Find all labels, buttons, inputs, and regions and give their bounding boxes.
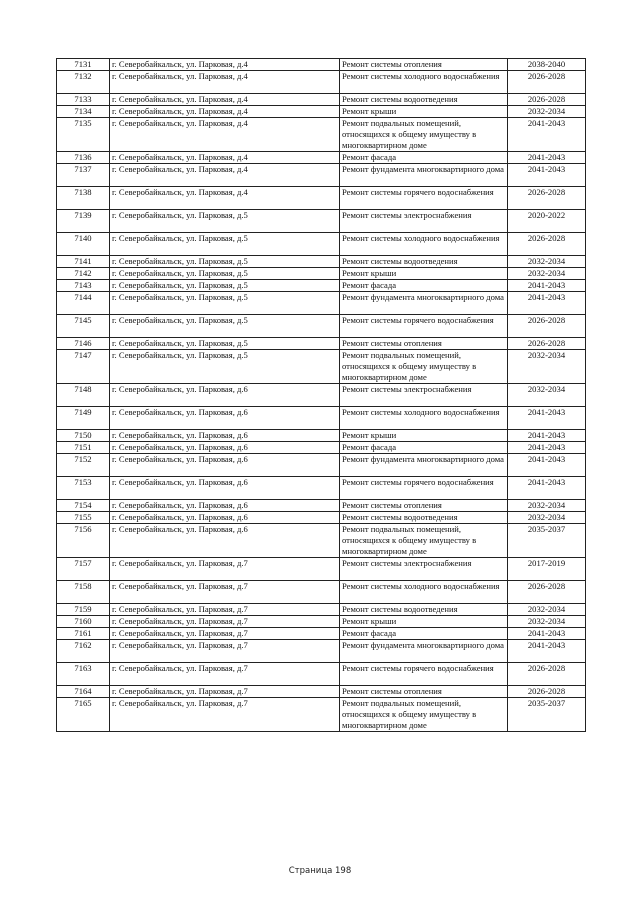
row-address: г. Северобайкальск, ул. Парковая, д.6 bbox=[110, 430, 340, 442]
row-work: Ремонт фасада bbox=[340, 152, 508, 164]
row-period: 2035-2037 bbox=[508, 698, 586, 732]
table-row bbox=[57, 268, 586, 280]
row-period: 2041-2043 bbox=[508, 280, 586, 292]
row-work: Ремонт фасада bbox=[340, 442, 508, 454]
row-period: 2041-2043 bbox=[508, 164, 586, 187]
row-work: Ремонт системы электроснабжения bbox=[340, 210, 508, 233]
row-work: Ремонт крыши bbox=[340, 268, 508, 280]
row-address: г. Северобайкальск, ул. Парковая, д.5 bbox=[110, 256, 340, 268]
row-number: 7141 bbox=[57, 256, 110, 268]
row-address: г. Северобайкальск, ул. Парковая, д.5 bbox=[110, 350, 340, 384]
table-row bbox=[57, 524, 586, 558]
row-number: 7133 bbox=[57, 94, 110, 106]
table-row bbox=[57, 558, 586, 581]
table-row bbox=[57, 477, 586, 500]
row-work: Ремонт подвальных помещений, относящихся к общему имуществу в многоквартирном доме bbox=[340, 350, 508, 384]
row-period: 2041-2043 bbox=[508, 430, 586, 442]
table-row bbox=[57, 350, 586, 384]
row-period: 2026-2028 bbox=[508, 338, 586, 350]
row-period: 2032-2034 bbox=[508, 500, 586, 512]
row-work: Ремонт крыши bbox=[340, 106, 508, 118]
row-address: г. Северобайкальск, ул. Парковая, д.4 bbox=[110, 94, 340, 106]
row-work: Ремонт подвальных помещений, относящихся к общему имуществу в многоквартирном доме bbox=[340, 698, 508, 732]
table-row bbox=[57, 292, 586, 315]
row-number: 7138 bbox=[57, 187, 110, 210]
row-number: 7131 bbox=[57, 59, 110, 71]
row-number: 7152 bbox=[57, 454, 110, 477]
row-number: 7143 bbox=[57, 280, 110, 292]
row-period: 2026-2028 bbox=[508, 315, 586, 338]
row-number: 7148 bbox=[57, 384, 110, 407]
table-row bbox=[57, 315, 586, 338]
row-work: Ремонт подвальных помещений, относящихся к общему имуществу в многоквартирном доме bbox=[340, 118, 508, 152]
table-row bbox=[57, 581, 586, 604]
row-address: г. Северобайкальск, ул. Парковая, д.6 bbox=[110, 454, 340, 477]
row-period: 2041-2043 bbox=[508, 640, 586, 663]
row-number: 7144 bbox=[57, 292, 110, 315]
table-row bbox=[57, 512, 586, 524]
row-work: Ремонт системы отопления bbox=[340, 59, 508, 71]
row-number: 7134 bbox=[57, 106, 110, 118]
row-number: 7163 bbox=[57, 663, 110, 686]
row-work: Ремонт системы холодного водоснабжения bbox=[340, 581, 508, 604]
row-address: г. Северобайкальск, ул. Парковая, д.4 bbox=[110, 187, 340, 210]
row-period: 2026-2028 bbox=[508, 71, 586, 94]
row-number: 7160 bbox=[57, 616, 110, 628]
row-address: г. Северобайкальск, ул. Парковая, д.7 bbox=[110, 640, 340, 663]
row-period: 2032-2034 bbox=[508, 616, 586, 628]
row-period: 2026-2028 bbox=[508, 187, 586, 210]
row-address: г. Северобайкальск, ул. Парковая, д.7 bbox=[110, 698, 340, 732]
row-address: г. Северобайкальск, ул. Парковая, д.6 bbox=[110, 512, 340, 524]
row-address: г. Северобайкальск, ул. Парковая, д.6 bbox=[110, 524, 340, 558]
table-row bbox=[57, 338, 586, 350]
row-period: 2032-2034 bbox=[508, 268, 586, 280]
row-number: 7153 bbox=[57, 477, 110, 500]
table-row bbox=[57, 442, 586, 454]
table-row bbox=[57, 280, 586, 292]
table-row bbox=[57, 210, 586, 233]
row-address: г. Северобайкальск, ул. Парковая, д.5 bbox=[110, 292, 340, 315]
table-row bbox=[57, 59, 586, 71]
table-row bbox=[57, 663, 586, 686]
row-number: 7162 bbox=[57, 640, 110, 663]
row-work: Ремонт системы водоотведения bbox=[340, 94, 508, 106]
row-work: Ремонт фасада bbox=[340, 628, 508, 640]
table-row bbox=[57, 454, 586, 477]
row-address: г. Северобайкальск, ул. Парковая, д.4 bbox=[110, 152, 340, 164]
row-period: 2041-2043 bbox=[508, 118, 586, 152]
row-number: 7139 bbox=[57, 210, 110, 233]
row-period: 2035-2037 bbox=[508, 524, 586, 558]
row-number: 7146 bbox=[57, 338, 110, 350]
row-work: Ремонт фундамента многоквартирного дома bbox=[340, 164, 508, 187]
row-work: Ремонт фундамента многоквартирного дома bbox=[340, 454, 508, 477]
row-number: 7135 bbox=[57, 118, 110, 152]
row-period: 2032-2034 bbox=[508, 604, 586, 616]
row-number: 7151 bbox=[57, 442, 110, 454]
table-row bbox=[57, 256, 586, 268]
row-period: 2041-2043 bbox=[508, 292, 586, 315]
row-number: 7136 bbox=[57, 152, 110, 164]
row-period: 2032-2034 bbox=[508, 256, 586, 268]
row-address: г. Северобайкальск, ул. Парковая, д.7 bbox=[110, 663, 340, 686]
row-period: 2041-2043 bbox=[508, 407, 586, 430]
table-row bbox=[57, 628, 586, 640]
row-work: Ремонт системы отопления bbox=[340, 338, 508, 350]
row-address: г. Северобайкальск, ул. Парковая, д.7 bbox=[110, 628, 340, 640]
table-row bbox=[57, 152, 586, 164]
row-period: 2026-2028 bbox=[508, 663, 586, 686]
row-address: г. Северобайкальск, ул. Парковая, д.4 bbox=[110, 118, 340, 152]
table-row bbox=[57, 640, 586, 663]
row-work: Ремонт системы водоотведения bbox=[340, 604, 508, 616]
row-address: г. Северобайкальск, ул. Парковая, д.7 bbox=[110, 686, 340, 698]
row-address: г. Северобайкальск, ул. Парковая, д.4 bbox=[110, 71, 340, 94]
row-work: Ремонт системы водоотведения bbox=[340, 512, 508, 524]
row-period: 2026-2028 bbox=[508, 233, 586, 256]
row-address: г. Северобайкальск, ул. Парковая, д.7 bbox=[110, 581, 340, 604]
row-number: 7165 bbox=[57, 698, 110, 732]
row-address: г. Северобайкальск, ул. Парковая, д.6 bbox=[110, 477, 340, 500]
row-period: 2032-2034 bbox=[508, 384, 586, 407]
row-address: г. Северобайкальск, ул. Парковая, д.5 bbox=[110, 233, 340, 256]
row-address: г. Северобайкальск, ул. Парковая, д.6 bbox=[110, 500, 340, 512]
row-address: г. Северобайкальск, ул. Парковая, д.4 bbox=[110, 164, 340, 187]
row-number: 7157 bbox=[57, 558, 110, 581]
row-period: 2032-2034 bbox=[508, 106, 586, 118]
table-row bbox=[57, 106, 586, 118]
row-period: 2041-2043 bbox=[508, 152, 586, 164]
row-number: 7140 bbox=[57, 233, 110, 256]
row-number: 7137 bbox=[57, 164, 110, 187]
row-address: г. Северобайкальск, ул. Парковая, д.5 bbox=[110, 210, 340, 233]
row-work: Ремонт системы холодного водоснабжения bbox=[340, 71, 508, 94]
repair-schedule-table bbox=[56, 58, 586, 732]
row-number: 7158 bbox=[57, 581, 110, 604]
row-address: г. Северобайкальск, ул. Парковая, д.7 bbox=[110, 604, 340, 616]
table-row bbox=[57, 500, 586, 512]
row-work: Ремонт крыши bbox=[340, 430, 508, 442]
row-period: 2026-2028 bbox=[508, 581, 586, 604]
table-body bbox=[57, 59, 586, 732]
row-period: 2041-2043 bbox=[508, 454, 586, 477]
row-address: г. Северобайкальск, ул. Парковая, д.5 bbox=[110, 268, 340, 280]
row-work: Ремонт подвальных помещений, относящихся к общему имуществу в многоквартирном доме bbox=[340, 524, 508, 558]
row-period: 2026-2028 bbox=[508, 686, 586, 698]
row-work: Ремонт системы горячего водоснабжения bbox=[340, 477, 508, 500]
row-number: 7150 bbox=[57, 430, 110, 442]
row-address: г. Северобайкальск, ул. Парковая, д.6 bbox=[110, 407, 340, 430]
row-number: 7156 bbox=[57, 524, 110, 558]
row-period: 2038-2040 bbox=[508, 59, 586, 71]
row-number: 7149 bbox=[57, 407, 110, 430]
row-number: 7161 bbox=[57, 628, 110, 640]
row-work: Ремонт системы горячего водоснабжения bbox=[340, 315, 508, 338]
row-period: 2041-2043 bbox=[508, 628, 586, 640]
table-row bbox=[57, 118, 586, 152]
row-number: 7159 bbox=[57, 604, 110, 616]
table-row bbox=[57, 616, 586, 628]
row-address: г. Северобайкальск, ул. Парковая, д.5 bbox=[110, 338, 340, 350]
row-work: Ремонт системы отопления bbox=[340, 686, 508, 698]
table-row bbox=[57, 164, 586, 187]
row-period: 2032-2034 bbox=[508, 512, 586, 524]
row-address: г. Северобайкальск, ул. Парковая, д.4 bbox=[110, 106, 340, 118]
table-row bbox=[57, 94, 586, 106]
row-work: Ремонт системы отопления bbox=[340, 500, 508, 512]
table-row bbox=[57, 71, 586, 94]
row-work: Ремонт системы электроснабжения bbox=[340, 384, 508, 407]
row-address: г. Северобайкальск, ул. Парковая, д.6 bbox=[110, 442, 340, 454]
table-row bbox=[57, 698, 586, 732]
row-period: 2041-2043 bbox=[508, 442, 586, 454]
row-address: г. Северобайкальск, ул. Парковая, д.5 bbox=[110, 280, 340, 292]
table-row bbox=[57, 430, 586, 442]
row-period: 2032-2034 bbox=[508, 350, 586, 384]
row-number: 7142 bbox=[57, 268, 110, 280]
table-row bbox=[57, 384, 586, 407]
row-work: Ремонт системы холодного водоснабжения bbox=[340, 407, 508, 430]
page-number: Страница 198 bbox=[288, 866, 352, 876]
row-address: г. Северобайкальск, ул. Парковая, д.5 bbox=[110, 315, 340, 338]
row-number: 7154 bbox=[57, 500, 110, 512]
row-work: Ремонт фундамента многоквартирного дома bbox=[340, 640, 508, 663]
row-address: г. Северобайкальск, ул. Парковая, д.4 bbox=[110, 59, 340, 71]
row-period: 2017-2019 bbox=[508, 558, 586, 581]
row-work: Ремонт системы горячего водоснабжения bbox=[340, 187, 508, 210]
row-work: Ремонт системы водоотведения bbox=[340, 256, 508, 268]
row-number: 7145 bbox=[57, 315, 110, 338]
row-work: Ремонт системы холодного водоснабжения bbox=[340, 233, 508, 256]
row-work: Ремонт системы электроснабжения bbox=[340, 558, 508, 581]
table-row bbox=[57, 233, 586, 256]
row-work: Ремонт фасада bbox=[340, 280, 508, 292]
table-row bbox=[57, 407, 586, 430]
row-work: Ремонт фундамента многоквартирного дома bbox=[340, 292, 508, 315]
row-work: Ремонт крыши bbox=[340, 616, 508, 628]
row-address: г. Северобайкальск, ул. Парковая, д.7 bbox=[110, 616, 340, 628]
row-number: 7155 bbox=[57, 512, 110, 524]
row-number: 7147 bbox=[57, 350, 110, 384]
table-row bbox=[57, 686, 586, 698]
row-address: г. Северобайкальск, ул. Парковая, д.6 bbox=[110, 384, 340, 407]
table-row bbox=[57, 604, 586, 616]
row-number: 7132 bbox=[57, 71, 110, 94]
table-row bbox=[57, 187, 586, 210]
row-period: 2041-2043 bbox=[508, 477, 586, 500]
row-period: 2020-2022 bbox=[508, 210, 586, 233]
row-address: г. Северобайкальск, ул. Парковая, д.7 bbox=[110, 558, 340, 581]
row-work: Ремонт системы горячего водоснабжения bbox=[340, 663, 508, 686]
row-period: 2026-2028 bbox=[508, 94, 586, 106]
row-number: 7164 bbox=[57, 686, 110, 698]
